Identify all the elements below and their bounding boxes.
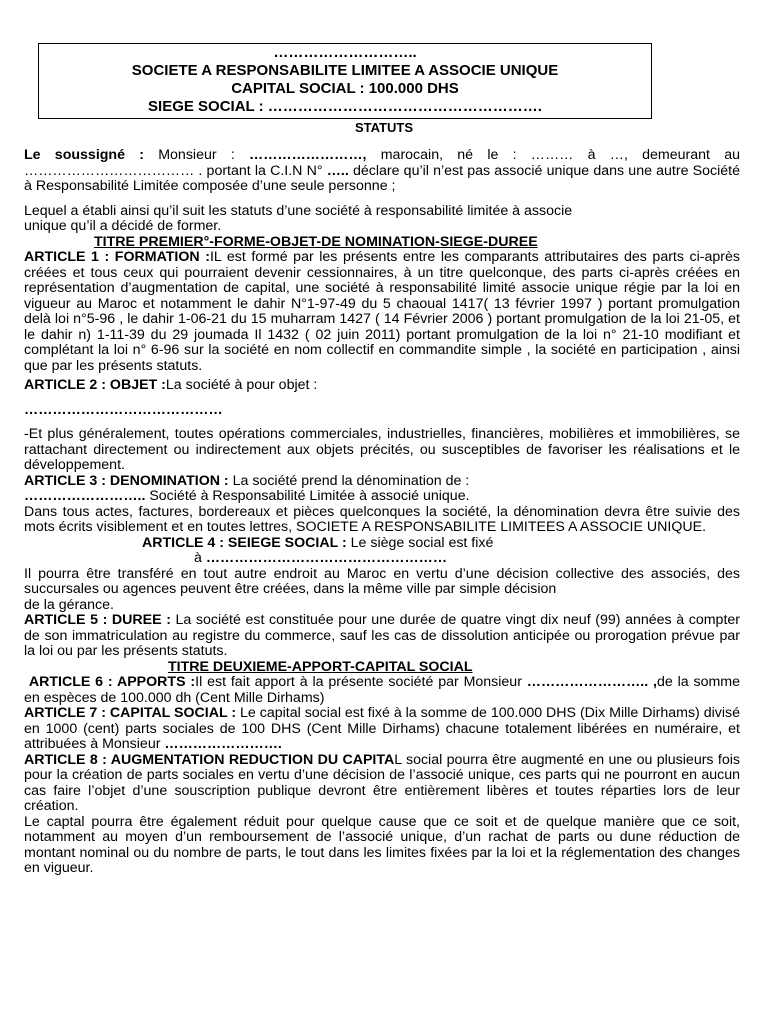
article-2-blank: …………………………………… [24, 401, 223, 418]
article-6-blank: …………………….. , [526, 674, 657, 690]
soussigne-paragraph [24, 148, 740, 195]
titre-deuxieme: TITRE DEUXIEME-APPORT-CAPITAL SOCIAL [168, 658, 473, 675]
article-1-label: ARTICLE 1 : FORMATION : [24, 249, 210, 265]
article-5-label: ARTICLE 5 : DUREE : [24, 612, 171, 628]
article-6-text2: de la somme en espèces de 100.000 dh (Cent Mille Dirhams) [24, 674, 741, 706]
article-3-label: ARTICLE 3 : DENOMINATION : [24, 472, 229, 489]
soussigne-text2: marocain, né le : ……… à …, demeurant au ……………………………… . portant la C.I.N N° [24, 147, 740, 179]
header-box [38, 43, 652, 119]
article-4-label: ARTICLE 4 : SEIEGE SOCIAL : [142, 534, 347, 551]
siege-social: SIEGE SOCIAL : ………………………………………………. [148, 98, 542, 115]
article-2 [24, 378, 740, 394]
article-8-text: L social pourra être augmenté en une ou plusieurs fois pour la création de parts sociales en vertu d’une décision de l’associé unique, ces parts qui ne pourront en aucun cas faire l’objet d’une souscription publique devront être entièrement libères et toutes réparties lors de leur création. [24, 751, 740, 814]
capital-social: CAPITAL SOCIAL : 100.000 DHS [231, 80, 459, 97]
soussigne-blank2: ….. [326, 162, 349, 179]
article-6-label: ARTICLE 6 : APPORTS : [28, 674, 196, 690]
header-dots: ……………………….. [273, 44, 417, 61]
article-2-text2: -Et plus généralement, toutes opérations commerciales, industrielles, financières, mobilières et immobilières, se rattachant directement ou indirectement aux objets précités, ou susceptibles de favoriser les réalisations et le développement. [24, 426, 740, 473]
lequel-line2: unique qu’il a décidé de former. [24, 218, 222, 234]
article-3-text3: Dans tous actes, factures, bordereaux et pièces quelconques la société, la dénomination devra être suivie des mots écrits visiblement et en toutes lettres, SOCIETE A RESPONSABILITE LIMITEES A ASSOCIE UNIQUE. [24, 503, 740, 535]
article-4-blank-prefix: à [194, 550, 206, 566]
soussigne-blank1: ……………………, [249, 147, 367, 163]
article-2-text: La société à pour objet : [165, 377, 318, 393]
article-3-text: La société prend la dénomination de : [228, 472, 470, 489]
soussigne-label: Le soussigné : [24, 147, 144, 163]
article-4-text2: Il pourra être transféré en tout autre endroit au Maroc en vertu d’une décision collective des associés, des succursales ou agences peuvent être créées, dans la même ville par simple décision [24, 565, 740, 597]
article-1 [24, 250, 740, 374]
lequel-line1: Lequel a établi ainsi qu’il suit les statuts d’une société à responsabilité limitée à associe [24, 202, 573, 219]
statuts-title: STATUTS [354, 120, 413, 135]
titre-premier: TITRE PREMIER°-FORME-OBJET-DE NOMINATION-SIEGE-DUREE [94, 233, 538, 250]
article-1-text: IL est formé par les présents entre les comparants attributaires des parts ci-après créées et tous ceux qui pourraient devenir cessionnaires, à un titre quelconque, des parts ci-après créées en représentation d’augmentation de capital, une société à responsabilité limité associe unique régie par la loi en vigueur au Maroc et notamment le dahir N°1-97-49 du 5 chaoual 1417( 13 février 1997 ) portant promulgation delà loi n°5-96 , le dahir 1-06-21 du 15 muharram 1427 ( 14 Février 2006 ) portant promulgation de la loi 21-05, et le dahir n) 1-11-39 du 29 joumada Il 1432 ( 02 juin 2011) portant promulgation de la loi n° 21-10 modifiant et complétant la loi n° 6-96 sur la société en nom collectif en commandite simple , la société en participation , ainsi que par les présents statuts. [24, 249, 741, 374]
article-5 [24, 613, 740, 660]
article-7-blank: ……………………. [164, 736, 282, 752]
article-7-label: ARTICLE 7 : CAPITAL SOCIAL : [24, 705, 237, 721]
soussigne-text3: déclare qu’il n’est pas associé unique dans une autre Société à Responsabilité Limitée composée d’une seule personne ; [24, 162, 740, 194]
article-8-label: ARTICLE 8 : AUGMENTATION REDUCTION DU CAPITA [24, 751, 395, 768]
document-body [24, 148, 740, 877]
article-4-text3: de la gérance. [24, 596, 114, 613]
article-5-text: La société est constituée pour une durée de quatre vingt dix neuf (99) années à compter de son immatriculation au registre du commerce, sauf les cas de dissolution anticipée ou prorogation prévue par la loi ou par les présents statuts. [24, 612, 740, 659]
article-7-text: Le capital social est fixé à la somme de 100.000 DHS (Dix Mille Dirhams) divisé en 1000 (cent) parts sociales de 100 DHS (Cent Mille Dirhams) chacune totalement libérées en numéraire, et attribuées à Monsieur [24, 705, 740, 752]
article-2-label: ARTICLE 2 : OBJET : [24, 377, 166, 393]
article-8-text2: Le captal pourra être également réduit pour quelque cause que ce soit et de quelque manière que ce soit, notamment au moyen d’un remboursement de l’associé unique, d’un rachat de parts ou dune réduction de montant nominal ou du nombre de parts, le tout dans les limites fixées par la loi et la réglementation des changes en vigueur. [24, 813, 740, 876]
article-7 [24, 706, 740, 753]
article-3-text2: Société à Responsabilité Limitée à associé unique. [145, 488, 470, 504]
article-4 [24, 536, 740, 552]
company-type: SOCIETE A RESPONSABILITE LIMITEE A ASSOCIE UNIQUE [131, 62, 559, 79]
soussigne-text1: Monsieur : [143, 147, 250, 163]
article-4-text: Le siège social est fixé [346, 534, 494, 551]
article-8 [24, 753, 740, 815]
article-3-blank: …………………….. [24, 488, 146, 504]
article-6 [24, 675, 740, 706]
article-4-blank-line [24, 551, 740, 567]
article-4-blank: …………………………………………… [205, 550, 448, 566]
article-3 [24, 474, 740, 490]
article-6-text: Il est fait apport à la présente société par Monsieur [195, 674, 527, 690]
article-3-line2 [24, 489, 740, 505]
